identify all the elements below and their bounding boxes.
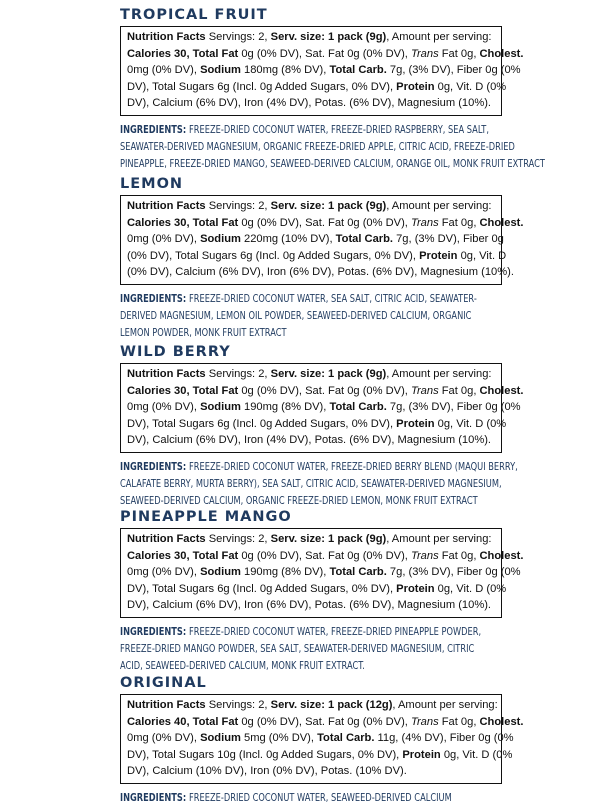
ingredients-text: LEMON POWDER, MONK FRUIT EXTRACT [120, 327, 287, 340]
nutrition-text: Sodium [200, 64, 241, 77]
nutrition-text: DV), Total Sugars 10g (Incl. 0g Added Sugars, 0% DV), [127, 748, 403, 761]
ingredients-label: INGREDIENTS: [120, 791, 190, 804]
nutrition-text: Protein [396, 582, 435, 595]
nutrition-text: Fat 0g, [438, 715, 480, 728]
ingredients-label: INGREDIENTS: [120, 123, 190, 136]
nutrition-facts-line [127, 95, 496, 112]
nutrition-text: , Amount per serving: [386, 368, 492, 380]
ingredients-text: SEAWATER-DERIVED MAGNESIUM, ORGANIC FREEZE-DRIED APPLE, CITRIC ACID, FREEZE-DRIED [120, 141, 515, 154]
nutrition-facts-box [120, 363, 524, 453]
nutrition-facts-line [127, 215, 524, 232]
nutrition-text: 190mg (8% DV), [240, 566, 330, 579]
nutrition-text: Servings: 2, [205, 699, 271, 711]
nutrition-text: 0g, Vit. D (0% [440, 748, 513, 761]
nutrition-text: (0% DV), Total Sugars 6g (Incl. 0g Added Sugars, 0% DV), [127, 249, 420, 262]
nutrition-text: Trans [410, 47, 439, 60]
nutrition-text: Calories 30, Total Fat [127, 216, 239, 229]
nutrition-text: Nutrition Facts [127, 368, 206, 380]
nutrition-text: Cholest. [479, 384, 524, 397]
nutrition-facts-line [127, 730, 514, 747]
nutrition-text: 0mg (0% DV), [127, 401, 201, 414]
section-pineapple-mango [120, 508, 524, 676]
nutrition-text: 5mg (0% DV), [240, 732, 318, 745]
nutrition-text: Serv. size: 1 pack (9g) [270, 533, 387, 545]
nutrition-text: Sodium [200, 233, 241, 246]
nutrition-text: DV), Total Sugars 6g (Incl. 0g Added Sugars, 0% DV), [127, 417, 397, 430]
nutrition-facts-line [127, 564, 521, 581]
nutrition-text: 0g (0% DV), Sat. Fat 0g (0% DV), [238, 549, 411, 562]
ingredients-line [120, 291, 502, 308]
nutrition-facts-line [127, 264, 514, 281]
nutrition-facts-line [127, 79, 507, 96]
nutrition-text: 220mg (10% DV), [240, 233, 336, 246]
nutrition-text: Serv. size: 1 pack (9g) [270, 31, 387, 43]
nutrition-facts-line [127, 597, 496, 614]
nutrition-facts-line [127, 383, 524, 400]
ingredients-text: PINEAPPLE, FREEZE-DRIED MANGO, SEAWEED-DERIVED CALCIUM, ORANGE OIL, MONK FRUIT EXTRACT [120, 158, 545, 171]
nutrition-facts-line [127, 432, 496, 449]
nutrition-text: Sodium [200, 732, 241, 745]
nutrition-facts-line [127, 581, 507, 598]
nutrition-text: Protein [419, 249, 458, 262]
flavor-title: PINEAPPLE MANGO [120, 509, 292, 525]
ingredients-text: SEAWEED-DERIVED CALCIUM, ORGANIC FREEZE-DRIED LEMON, MONK FRUIT EXTRACT [120, 495, 478, 508]
nutrition-text: Total Carb. [329, 566, 387, 579]
ingredients-line [120, 641, 502, 658]
nutrition-facts-line [127, 548, 524, 565]
nutrition-text: Sodium [200, 566, 241, 579]
nutrition-text: DV), Total Sugars 6g (Incl. 0g Added Sugars, 0% DV), [127, 582, 397, 595]
nutrition-text: Total Carb. [329, 401, 387, 414]
nutrition-text: Nutrition Facts [127, 200, 206, 212]
nutrition-text: Cholest. [479, 216, 524, 229]
nutrition-text: 7g, (3% DV), Fiber 0g (0% [386, 401, 521, 414]
ingredients-text: CALAFATE BERRY, MURTA BERRY), SEA SALT, CITRIC ACID, SEAWATER-DERIVED MAGNESIUM, [120, 478, 502, 491]
flavor-title: LEMON [120, 176, 184, 192]
nutrition-text: Serv. size: 1 pack (9g) [270, 200, 387, 212]
nutrition-text: 0g (0% DV), Sat. Fat 0g (0% DV), [238, 384, 411, 397]
nutrition-text: Cholest. [479, 47, 524, 60]
nutrition-text: 0g (0% DV), Sat. Fat 0g (0% DV), [238, 715, 411, 728]
ingredients-text: FREEZE-DRIED COCONUT WATER, SEAWEED-DERIVED CALCIUM [189, 791, 452, 804]
nutrition-facts-line [127, 399, 521, 416]
nutrition-text: Cholest. [479, 715, 524, 728]
nutrition-text: Sodium [200, 401, 241, 414]
nutrition-facts-line [127, 416, 507, 433]
ingredients-block [120, 122, 545, 174]
nutrition-text: Servings: 2, [205, 200, 271, 212]
ingredients-label: INGREDIENTS: [120, 292, 190, 305]
nutrition-facts-line [127, 29, 496, 46]
nutrition-facts-box [120, 195, 524, 285]
section-tropical-fruit [120, 6, 545, 174]
nutrition-text: , Amount per serving: [386, 533, 492, 545]
nutrition-text: 0g, Vit. D [457, 249, 507, 262]
nutrition-text: Protein [396, 80, 435, 93]
nutrition-text: Trans [410, 384, 439, 397]
flavor-title: ORIGINAL [120, 675, 207, 691]
nutrition-facts-line [127, 747, 513, 764]
ingredients-line [120, 459, 518, 476]
nutrition-facts-line [127, 763, 496, 780]
nutrition-text: 180mg (8% DV), [240, 64, 330, 77]
nutrition-text: Nutrition Facts [127, 533, 206, 545]
nutrition-text: , Amount per serving: [392, 699, 498, 711]
flavor-title: WILD BERRY [120, 344, 231, 360]
nutrition-facts-line [127, 198, 496, 215]
nutrition-text: Cholest. [479, 549, 524, 562]
ingredients-label: INGREDIENTS: [120, 460, 190, 473]
nutrition-text: DV), Calcium (6% DV), Iron (6% DV), Potas. (6% DV), Magnesium (10%). [127, 599, 492, 612]
nutrition-text: Protein [396, 417, 435, 430]
ingredients-text: FREEZE-DRIED MANGO POWDER, SEA SALT, SEAWATER-DERIVED MAGNESIUM, CITRIC [120, 643, 475, 656]
ingredients-block [120, 291, 502, 343]
nutrition-text: Calories 30, Total Fat [127, 549, 239, 562]
section-lemon [120, 175, 524, 343]
nutrition-text: DV), Calcium (6% DV), Iron (4% DV), Potas. (6% DV), Magnesium (10%). [127, 97, 492, 110]
nutrition-text: Fat 0g, [438, 549, 480, 562]
nutrition-text: Servings: 2, [205, 533, 271, 545]
nutrition-text: Total Carb. [335, 233, 394, 246]
section-wild-berry [120, 343, 524, 511]
nutrition-text: 190mg (8% DV), [240, 401, 330, 414]
nutrition-text: DV), Calcium (10% DV), Iron (0% DV), Potas. (10% DV). [127, 765, 407, 778]
nutrition-text: 0mg (0% DV), [127, 732, 201, 745]
nutrition-text: DV), Total Sugars 6g (Incl. 0g Added Sugars, 0% DV), [127, 80, 397, 93]
ingredients-text: FREEZE-DRIED COCONUT WATER, FREEZE-DRIED BERRY BLEND (MAQUI BERRY, [189, 460, 518, 473]
nutrition-text: Total Carb. [329, 64, 387, 77]
nutrition-text: 0mg (0% DV), [127, 233, 201, 246]
nutrition-text: 0g, Vit. D (0% [434, 417, 507, 430]
nutrition-facts-box [120, 528, 524, 618]
nutrition-text: Serv. size: 1 pack (12g) [270, 699, 393, 711]
nutrition-text: Nutrition Facts [127, 31, 206, 43]
nutrition-text: Servings: 2, [205, 31, 271, 43]
nutrition-text: 7g, (3% DV), Fiber 0g (0% [386, 64, 521, 77]
ingredients-line [120, 624, 502, 641]
ingredients-text: FREEZE-DRIED COCONUT WATER, FREEZE-DRIED RASPBERRY, SEA SALT, [189, 123, 489, 136]
nutrition-facts-line [127, 248, 507, 265]
ingredients-text: ACID, SEAWEED-DERIVED CALCIUM, MONK FRUIT EXTRACT. [120, 660, 365, 673]
nutrition-facts-box [120, 26, 524, 116]
nutrition-facts-line [127, 697, 496, 714]
ingredients-line [120, 476, 502, 493]
nutrition-text: , Amount per serving: [386, 200, 492, 212]
nutrition-text: Protein [402, 748, 441, 761]
nutrition-facts-line [127, 46, 524, 63]
nutrition-text: Total Carb. [317, 732, 375, 745]
nutrition-facts-line [127, 62, 521, 79]
nutrition-text: 7g, (3% DV), Fiber 0g [393, 233, 504, 246]
nutrition-text: 0mg (0% DV), [127, 64, 201, 77]
nutrition-text: 0g (0% DV), Sat. Fat 0g (0% DV), [238, 47, 411, 60]
nutrition-text: 0g (0% DV), Sat. Fat 0g (0% DV), [238, 216, 411, 229]
nutrition-text: 0g, Vit. D (0% [434, 80, 507, 93]
nutrition-facts-line [127, 714, 524, 731]
nutrition-text: (0% DV), Calcium (6% DV), Iron (6% DV), Potas. (6% DV), Magnesium (10%). [127, 266, 514, 279]
nutrition-text: Fat 0g, [438, 384, 480, 397]
section-original [120, 674, 524, 807]
ingredients-line [120, 308, 502, 325]
nutrition-text: Trans [410, 715, 439, 728]
nutrition-text: Fat 0g, [438, 47, 480, 60]
nutrition-text: Trans [410, 216, 439, 229]
ingredients-block [120, 790, 502, 807]
nutrition-text: DV), Calcium (6% DV), Iron (4% DV), Potas. (6% DV), Magnesium (10%). [127, 434, 492, 447]
ingredients-block [120, 459, 518, 511]
nutrition-facts-line [127, 231, 504, 248]
ingredients-line [120, 658, 502, 675]
nutrition-facts-box [120, 694, 524, 784]
nutrition-text: Calories 30, Total Fat [127, 47, 239, 60]
ingredients-line [120, 790, 502, 807]
nutrition-text: 11g, (4% DV), Fiber 0g (0% [374, 732, 514, 745]
nutrition-text: Fat 0g, [438, 216, 480, 229]
ingredients-line [120, 139, 515, 156]
flavor-title: TROPICAL FRUIT [120, 7, 268, 23]
nutrition-text: Servings: 2, [205, 368, 271, 380]
nutrition-text: Nutrition Facts [127, 699, 206, 711]
ingredients-text: DERIVED MAGNESIUM, LEMON OIL POWDER, SEAWEED-DERIVED CALCIUM, ORGANIC [120, 310, 472, 323]
nutrition-text: Calories 40, Total Fat [127, 715, 239, 728]
nutrition-text: 0g, Vit. D (0% [434, 582, 507, 595]
ingredients-line [120, 325, 502, 342]
nutrition-text: Calories 30, Total Fat [127, 384, 239, 397]
nutrition-facts-line [127, 531, 496, 548]
nutrition-text: 7g, (3% DV), Fiber 0g (0% [386, 566, 521, 579]
nutrition-text: Serv. size: 1 pack (9g) [270, 368, 387, 380]
ingredients-text: FREEZE-DRIED COCONUT WATER, FREEZE-DRIED PINEAPPLE POWDER, [189, 625, 482, 638]
nutrition-facts-line [127, 366, 496, 383]
nutrition-text: 0mg (0% DV), [127, 566, 201, 579]
nutrition-text: Trans [410, 549, 439, 562]
ingredients-block [120, 624, 502, 676]
ingredients-label: INGREDIENTS: [120, 625, 190, 638]
ingredients-text: FREEZE-DRIED COCONUT WATER, SEA SALT, CITRIC ACID, SEAWATER- [189, 292, 477, 305]
ingredients-line [120, 156, 545, 173]
nutrition-text: , Amount per serving: [386, 31, 492, 43]
ingredients-line [120, 122, 502, 139]
